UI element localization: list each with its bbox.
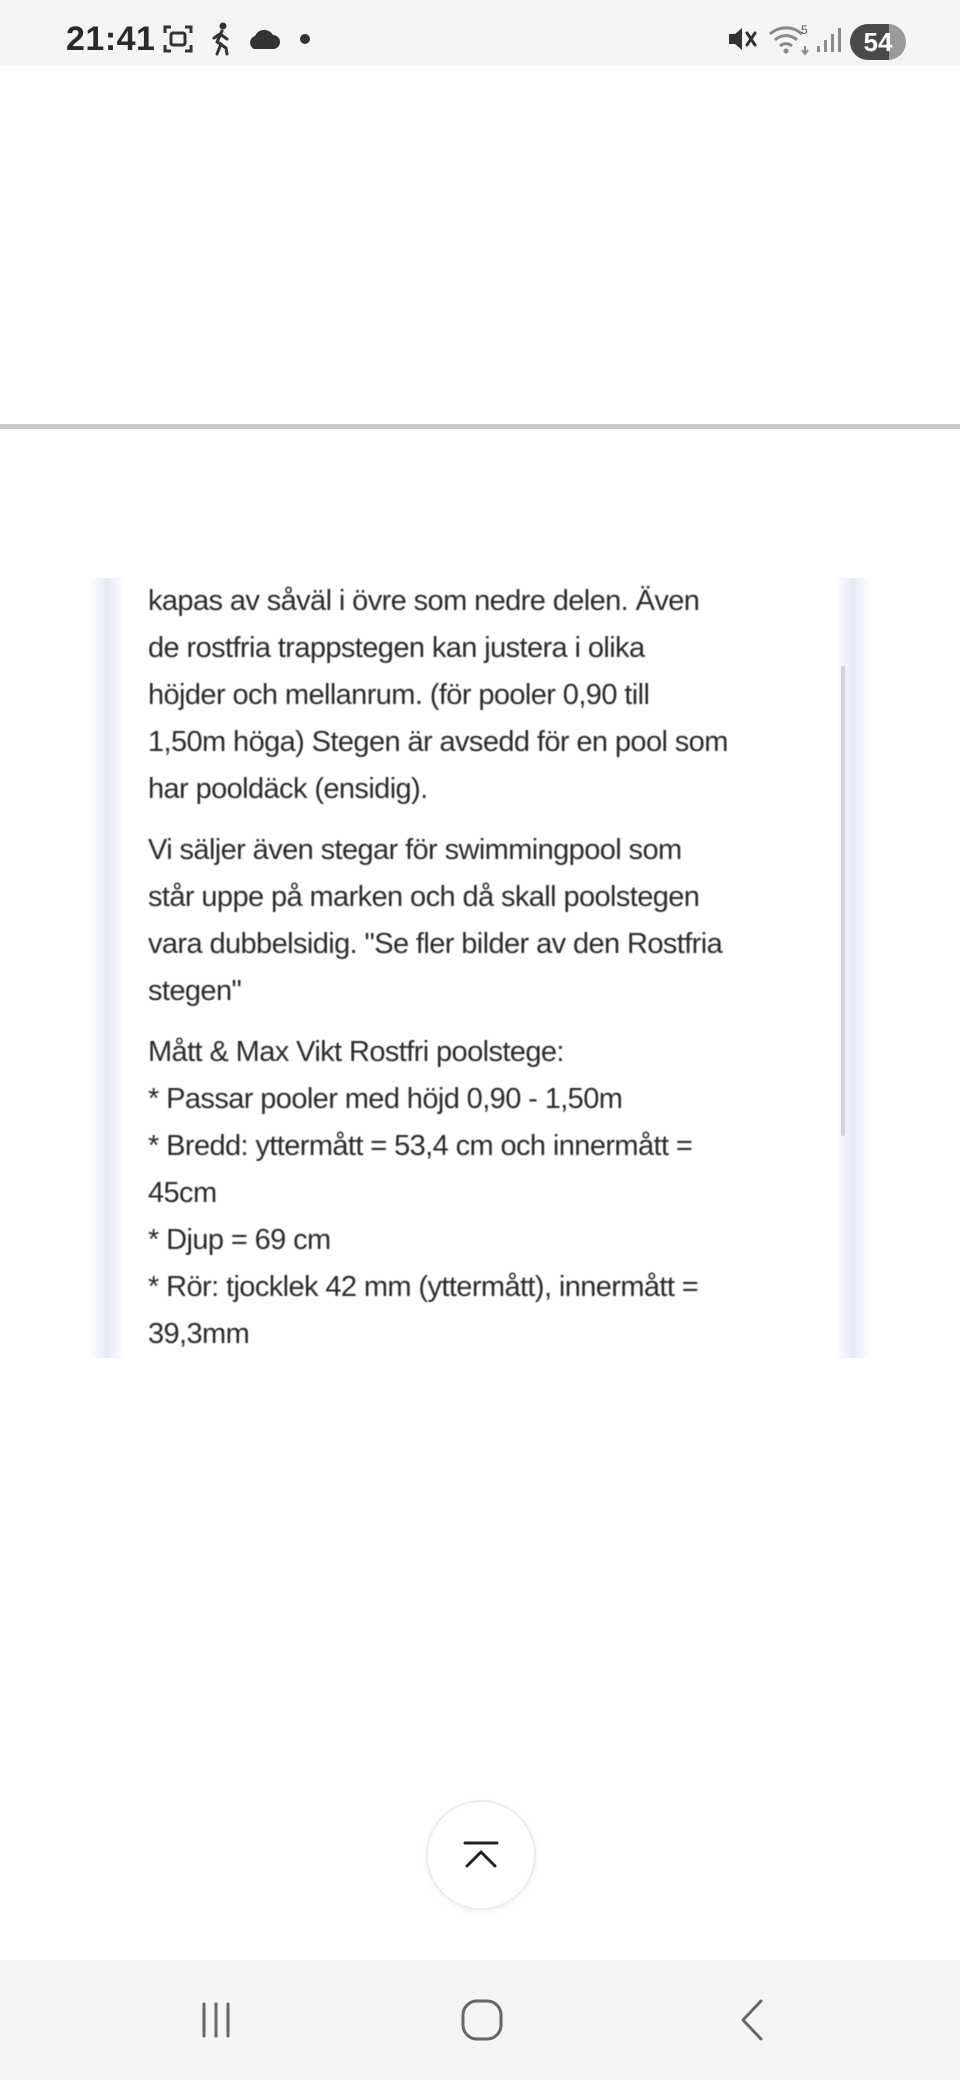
product-description-image: [90, 578, 870, 1358]
battery-indicator: 54: [850, 24, 906, 60]
screenshot-icon: [160, 22, 196, 56]
status-time: 21:41: [66, 20, 156, 58]
recents-button[interactable]: [176, 1988, 256, 2052]
home-icon: [460, 1998, 504, 2042]
scroll-to-top-button[interactable]: [426, 1800, 536, 1910]
back-icon: [737, 1998, 767, 2042]
description-paragraph: Vi säljer även stegar för swimmingpool som står uppe på marken och då skall poolstegen vara dubbelsidig. "Se fler bilder av den Rostfria stegen": [148, 834, 723, 1007]
status-bar: [0, 0, 960, 66]
recents-icon: [196, 2002, 236, 2038]
wifi-label: 5: [801, 23, 808, 37]
back-button[interactable]: [712, 1988, 792, 2052]
dot-icon: [298, 22, 312, 56]
mute-icon: [724, 22, 760, 56]
home-button[interactable]: [442, 1988, 522, 2052]
chevron-up-bar-icon: [461, 1840, 501, 1870]
spec-item: * Djup = 69 cm: [148, 1224, 331, 1256]
walking-icon: [206, 22, 236, 56]
wifi-icon: [768, 22, 812, 56]
cloud-icon: [244, 22, 282, 56]
product-description-text: [148, 578, 808, 1358]
spec-item: * Rör: tjocklek 42 mm (yttermått), innermått = 39,3mm: [148, 1271, 699, 1350]
description-scrollbar: [841, 666, 845, 1136]
spec-title: Mått & Max Vikt Rostfri poolstege:: [148, 1036, 564, 1068]
signal-icon: [814, 22, 844, 56]
section-divider: [0, 424, 960, 429]
description-paragraph: kapas av såväl i övre som nedre delen. Även de rostfria trappstegen kan justera i olika höjder och mellanrum. (för pooler 0,90 till 1,50m höga) Stegen är avsedd för en pool som har pooldäck (ensidig).: [148, 585, 728, 805]
spec-item: * Passar pooler med höjd 0,90 - 1,50m: [148, 1083, 623, 1115]
navigation-bar: [0, 1960, 960, 2080]
spec-item: * Bredd: yttermått = 53,4 cm och innermått = 45cm: [148, 1130, 693, 1209]
